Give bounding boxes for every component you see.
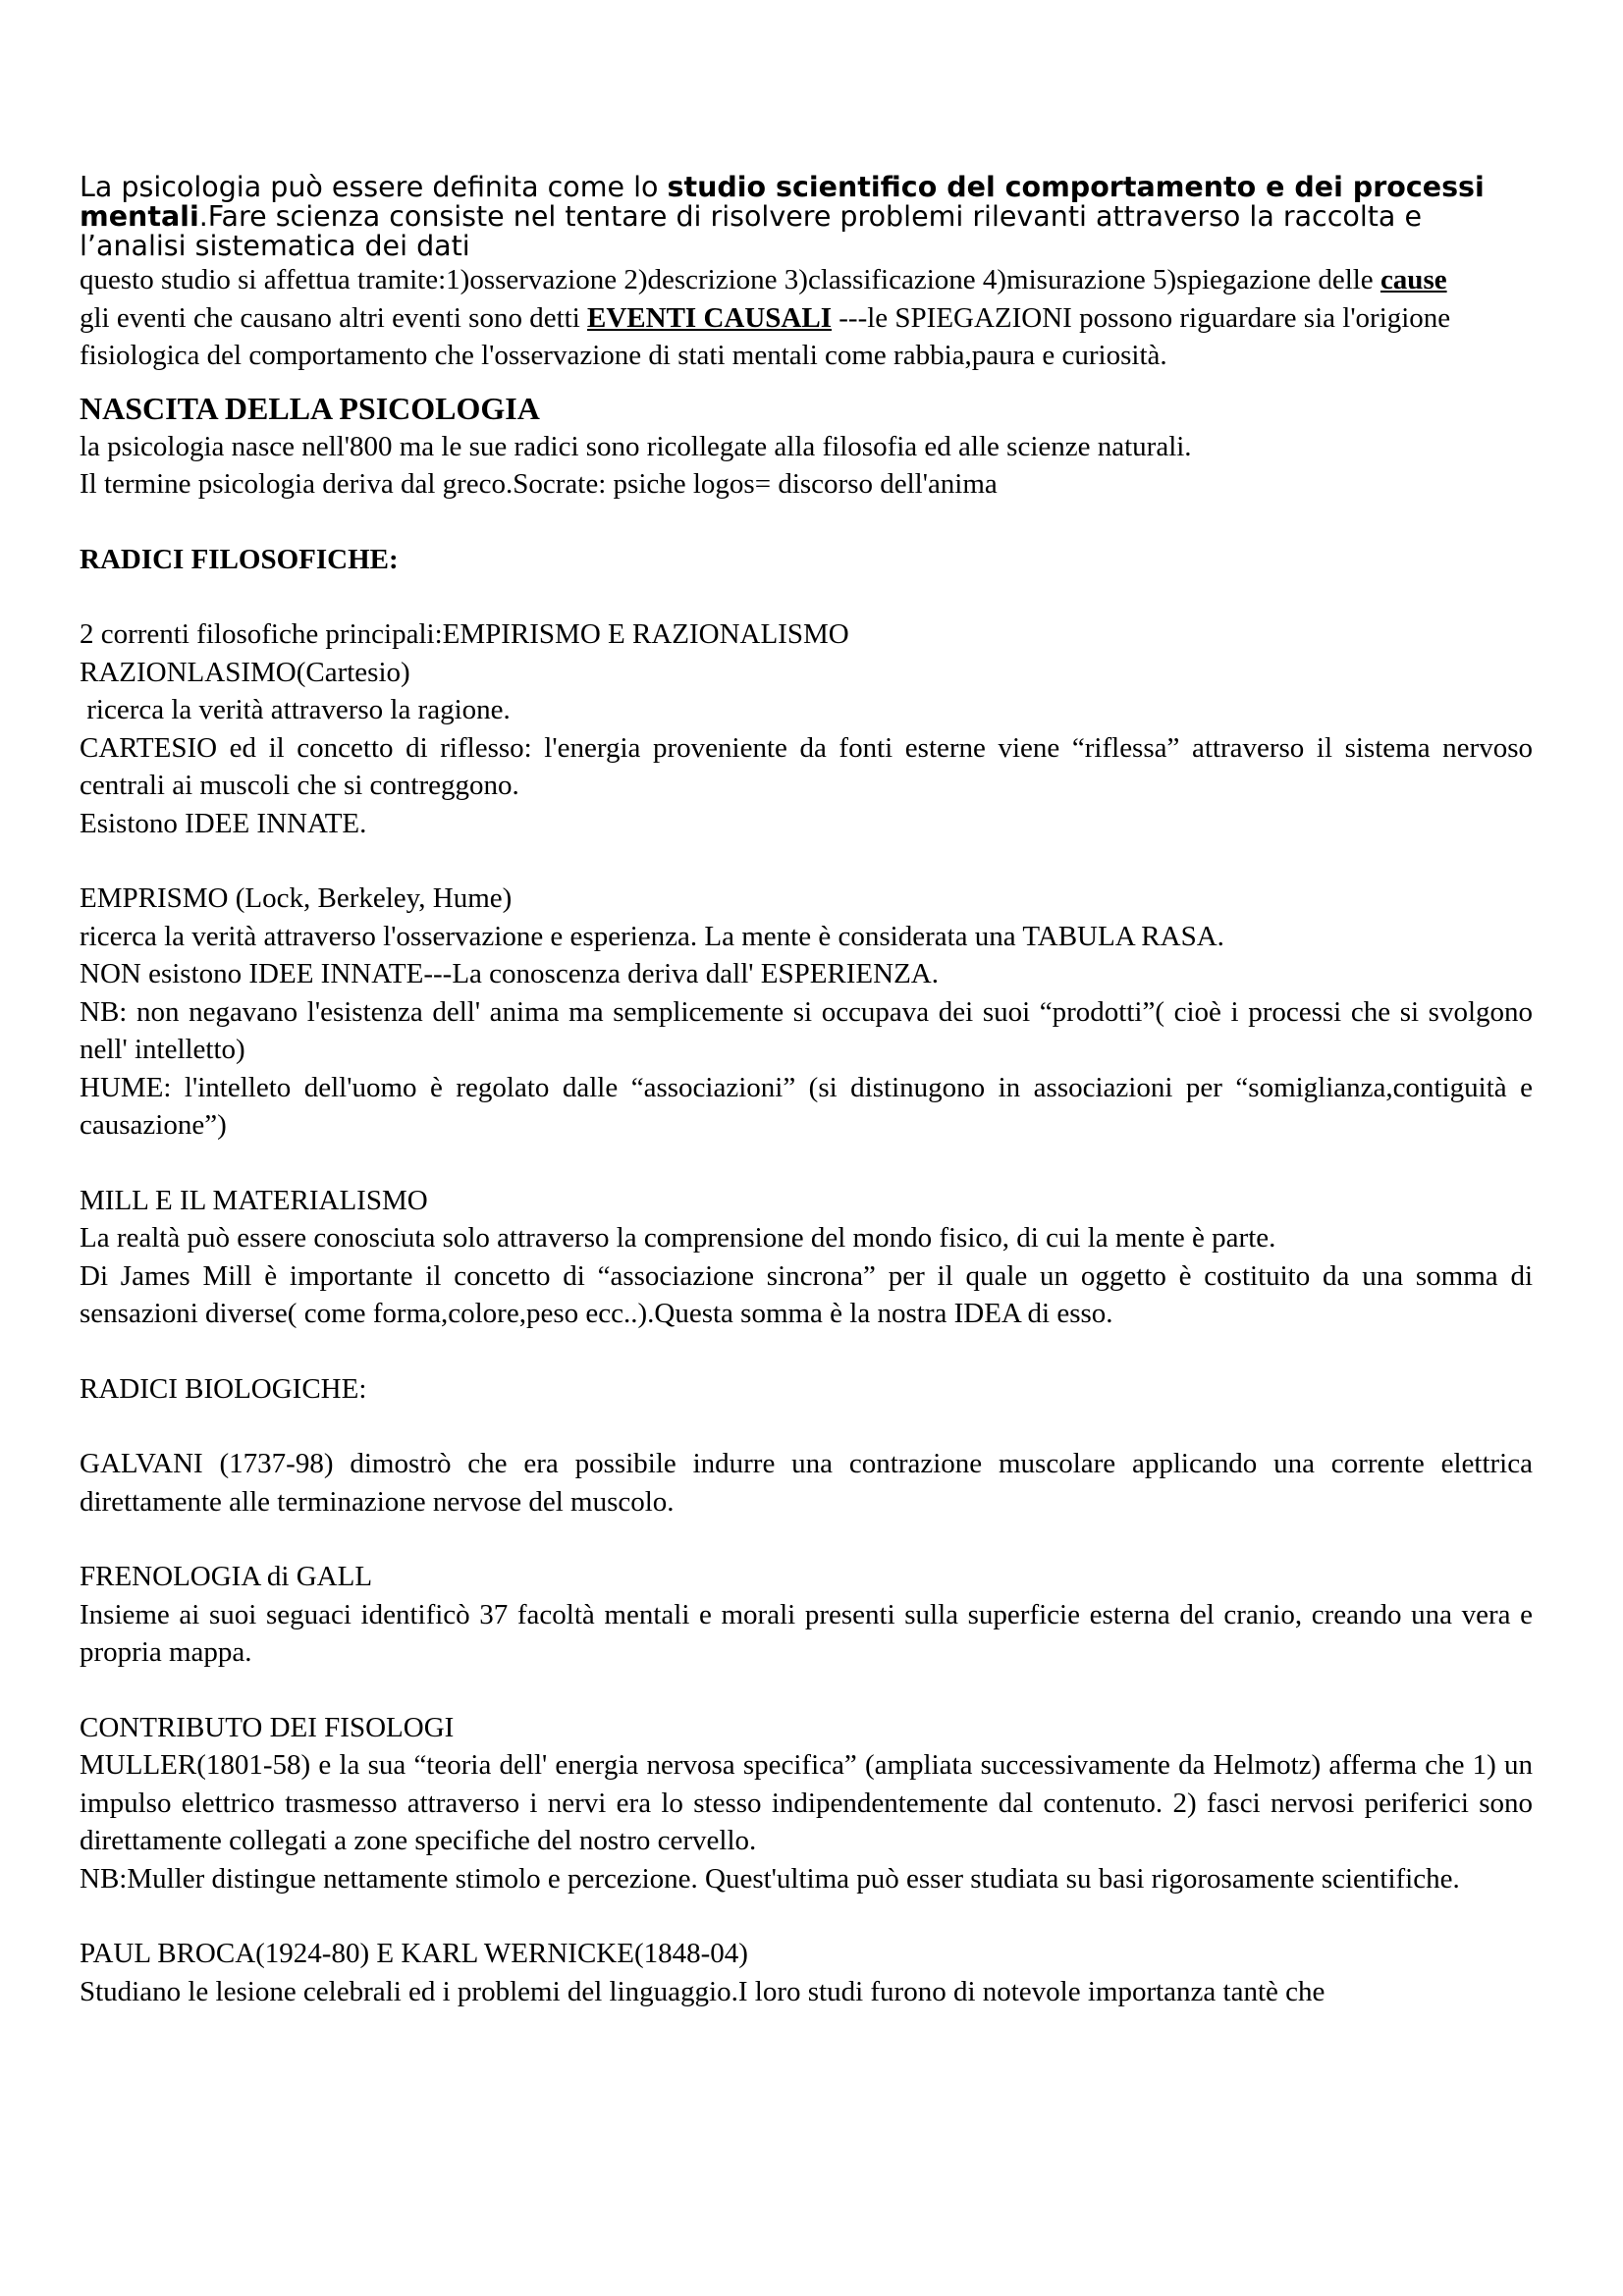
method-paragraph bbox=[80, 261, 1533, 299]
frenologia-line-1: FRENOLOGIA di GALL bbox=[80, 1561, 373, 1592]
heading-radici-biologiche: RADICI BIOLOGICHE: bbox=[80, 1372, 367, 1405]
causal-text-b: ---le SPIEGAZIONI possono riguardare sia l'origione fisiologica del comportamento che l'osservazione di stati mentali come rabbia,paura e curiosità. bbox=[80, 301, 1451, 371]
causal-text-a: gli eventi che causano altri eventi sono detti bbox=[80, 301, 588, 334]
filosofiche-line-4: CARTESIO ed il concetto di riflesso: l'energia proveniente da fonti esterne viene “riflessa” attraverso il sistema nervoso centrali ai muscoli che si contreggono. bbox=[80, 731, 1533, 801]
galvani-paragraph: GALVANI (1737-98) dimostrò che era possibile indurre una contrazione muscolare applicando una corrente elettrica direttamente alle terminazione nervose del muscolo. bbox=[80, 1448, 1533, 1518]
nascita-line-1: la psicologia nasce nell'800 ma le sue radici sono ricollegate alla filosofia ed alle scienze naturali. bbox=[80, 430, 1192, 462]
filosofiche-line-2: RAZIONLASIMO(Cartesio) bbox=[80, 656, 410, 688]
filosofiche-line-3: ricerca la verità attraverso la ragione. bbox=[80, 694, 511, 725]
causal-paragraph bbox=[80, 299, 1533, 375]
broca-line-2: Studiano le lesione celebrali ed i problemi del linguaggio.I loro studi furono di notevole importanza tantè che bbox=[80, 1975, 1325, 2007]
cause-underlined: cause bbox=[1380, 264, 1447, 295]
filosofiche-line-1: 2 correnti filosofiche principali:EMPIRISMO E RAZIONALISMO bbox=[80, 618, 849, 650]
empirismo-line-4: NB: non negavano l'esistenza dell' anima ma semplicemente si occupava dei suoi “prodotti”( cioè i processi che si svolgono nell' intelletto) bbox=[80, 995, 1533, 1065]
filosofiche-line-5: Esistono IDEE INNATE. bbox=[80, 807, 367, 839]
nascita-line-2: Il termine psicologia deriva dal greco.Socrate: psiche logos= discorso dell'anima bbox=[80, 468, 998, 500]
broca-line-1: PAUL BROCA(1924-80) E KARL WERNICKE(1848-04) bbox=[80, 1938, 748, 1969]
intro-text-a: La psicologia può essere definita come lo bbox=[80, 171, 668, 203]
empirismo-line-3: NON esistono IDEE INNATE---La conoscenza deriva dall' ESPERIENZA. bbox=[80, 958, 939, 989]
mill-line-1: MILL E IL MATERIALISMO bbox=[80, 1184, 428, 1216]
fisologi-line-3: NB:Muller distingue nettamente stimolo e percezione. Quest'ultima può esser studiata su basi rigorosamente scientifiche. bbox=[80, 1862, 1460, 1895]
frenologia-line-2: Insieme ai suoi seguaci identificò 37 facoltà mentali e morali presenti sulla superficie esterna del cranio, creando una vera e propria mappa. bbox=[80, 1598, 1533, 1668]
empirismo-line-1: EMPRISMO (Lock, Berkeley, Hume) bbox=[80, 882, 513, 914]
mill-line-3: Di James Mill è importante il concetto di “associazione sincrona” per il quale un oggetto è costituito da una somma di sensazioni diverse( come forma,colore,peso ecc..).Questa somma è la nostra IDEA di esso. bbox=[80, 1259, 1533, 1329]
empirismo-line-5: HUME: l'intelleto dell'uomo è regolato dalle “associazioni” (si distinugono in associazioni per “somiglianza,contiguità e causazione”) bbox=[80, 1071, 1533, 1141]
intro-bold-definition: studio scientifico del comportamento e dei processi mentali bbox=[80, 171, 1485, 233]
heading-nascita: NASCITA DELLA PSICOLOGIA bbox=[80, 390, 540, 426]
mill-line-2: La realtà può essere conosciuta solo attraverso la comprensione del mondo fisico, di cui la mente è parte. bbox=[80, 1222, 1276, 1254]
intro-text-b: .Fare scienza consiste nel tentare di risolvere problemi rilevanti attraverso la raccolta e l’analisi sistematica dei dati bbox=[80, 200, 1422, 262]
eventi-causali-underlined: EVENTI CAUSALI bbox=[587, 301, 832, 334]
fisologi-line-1: CONTRIBUTO DEI FISOLOGI bbox=[80, 1711, 455, 1743]
method-text: questo studio si affettua tramite:1)osservazione 2)descrizione 3)classificazione 4)misurazione 5)spiegazione delle bbox=[80, 264, 1380, 295]
intro-paragraph bbox=[80, 173, 1533, 261]
empirismo-line-2: ricerca la verità attraverso l'osservazione e esperienza. La mente è considerata una TABULA RASA. bbox=[80, 920, 1224, 952]
heading-radici-filosofiche: RADICI FILOSOFICHE: bbox=[80, 543, 399, 575]
fisologi-line-2: MULLER(1801-58) e la sua “teoria dell' energia nervosa specifica” (ampliata successivamente da Helmotz) afferma che 1) un impulso elettrico trasmesso attraverso i nervi era lo stesso indipendentemente dal contenuto. 2) fasci nervosi periferici sono direttamente collegati a zone specifiche del nostro cervello. bbox=[80, 1749, 1533, 1856]
